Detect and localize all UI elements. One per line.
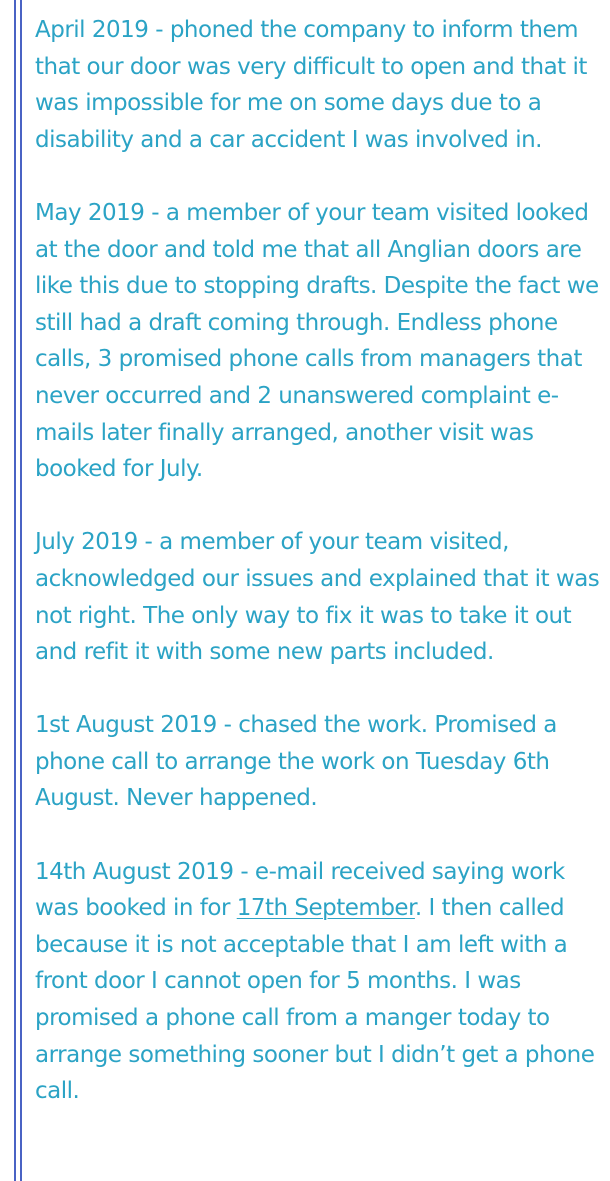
entry-text-before-date: 14th August 2019 - e-mail received saying work was booked in for (35, 858, 565, 922)
entry-april-2019: April 2019 - phoned the company to inform them that our door was very difficult to open and that it was impossible for me on some days due to a disability and a car accident I was involved in. (35, 17, 587, 153)
entry-text-after-date: . I then called because it is not acceptable that I am left with a front door I cannot open for 5 months. I was promised a phone call from a manger today to arrange something sooner but I didn’t get a phone call. (35, 895, 595, 1105)
entry-1st-august-2019: 1st August 2019 - chased the work. Promised a phone call to arrange the work on Tuesday 6th August. Never happened. (35, 712, 557, 812)
entry-july-2019: July 2019 - a member of your team visited, acknowledged our issues and explained that it was not right. The only way to fix it was to take it out and refit it with some new parts included. (35, 529, 600, 666)
quote-bar-outer (14, 0, 16, 1181)
entry-14th-august-2019 (35, 854, 605, 1110)
entry-may-2019: May 2019 - a member of your team visited looked at the door and told me that all Anglian doors are like this due to stopping drafts. Despite the fact we still had a draft coming through. Endless phone calls, 3 promised phone calls from managers that never occurred and 2 unanswered complaint e-mails later finally arranged, another visit was booked for July. (35, 199, 599, 483)
quote-bar-inner (20, 0, 22, 1181)
email-body (35, 12, 605, 1146)
quote-indicator (14, 0, 22, 1181)
date-link[interactable]: 17th September (236, 895, 415, 922)
